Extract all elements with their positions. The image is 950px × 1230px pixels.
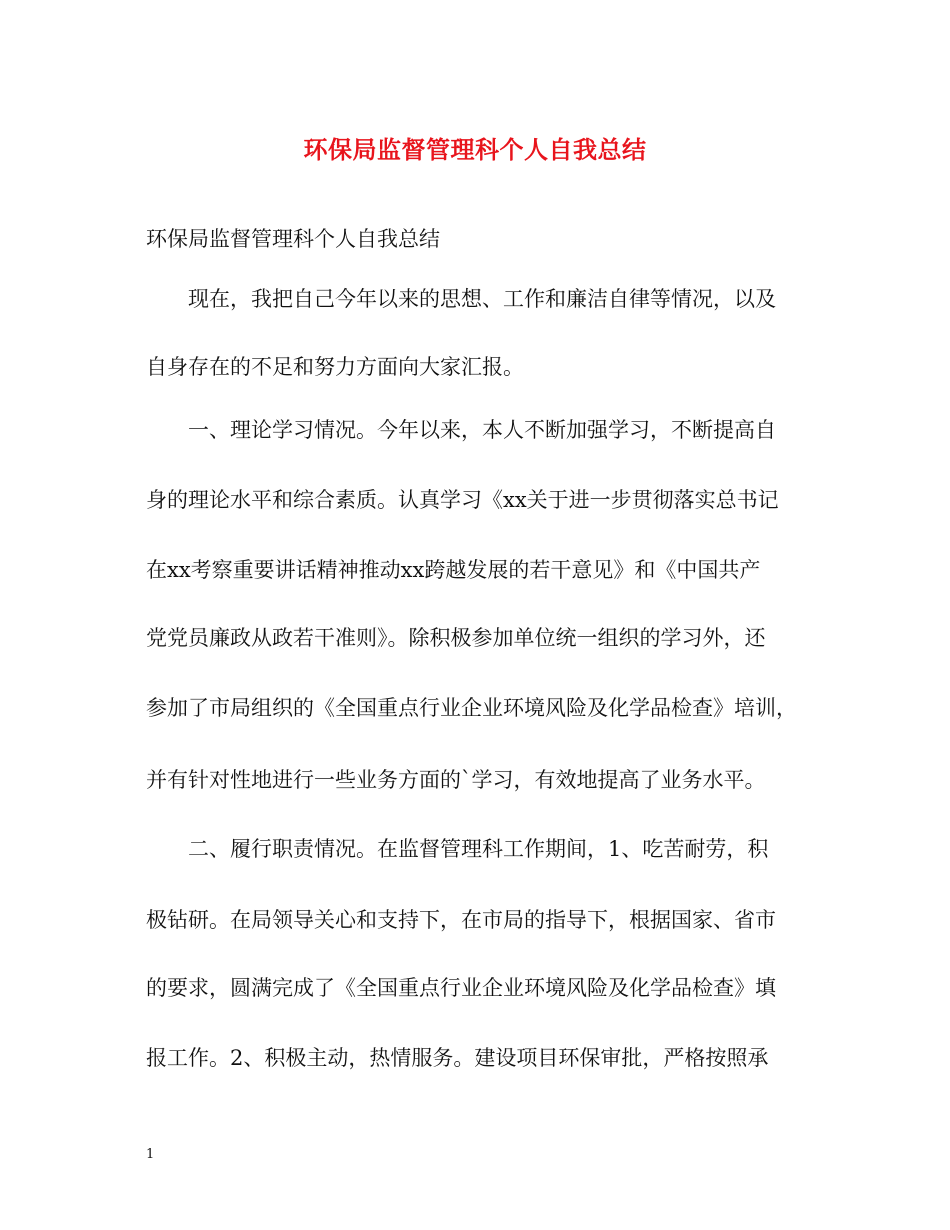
body-line: 党党员廉政从政若干准则》。除积极参加单位统一组织的学习外，还 xyxy=(146,626,766,650)
body-line: 现在，我把自己今年以来的思想、工作和廉洁自律等情况，以及 xyxy=(146,287,776,311)
body-line: 并有针对性地进行一些业务方面的`学习，有效地提高了业务水平。 xyxy=(146,768,766,792)
body-line: 一、理论学习情况。今年以来，本人不断加强学习，不断提高自 xyxy=(146,418,776,442)
page-number: 1 xyxy=(146,1147,155,1162)
body-line: 自身存在的不足和努力方面向大家汇报。 xyxy=(146,355,524,379)
body-line: 二、履行职责情况。在监督管理科工作期间，1、吃苦耐劳，积 xyxy=(146,837,769,861)
body-line: 极钻研。在局领导关心和支持下，在市局的指导下，根据国家、省市 xyxy=(146,908,776,932)
body-line: 环保局监督管理科个人自我总结 xyxy=(146,227,440,251)
body-line: 身的理论水平和综合素质。认真学习《xx关于进一步贯彻落实总书记 xyxy=(146,488,779,512)
document-title: 环保局监督管理科个人自我总结 xyxy=(303,135,647,164)
body-line: 参加了市局组织的《全国重点行业企业环境风险及化学品检查》培训， xyxy=(146,696,797,720)
body-line: 报工作。2、积极主动，热情服务。建设项目环保审批，严格按照承 xyxy=(146,1046,769,1070)
body-line: 在xx考察重要讲话精神推动xx跨越发展的若干意见》和《中国共产 xyxy=(146,558,761,582)
body-line: 的要求，圆满完成了《全国重点行业企业环境风险及化学品检查》填 xyxy=(146,976,776,1000)
